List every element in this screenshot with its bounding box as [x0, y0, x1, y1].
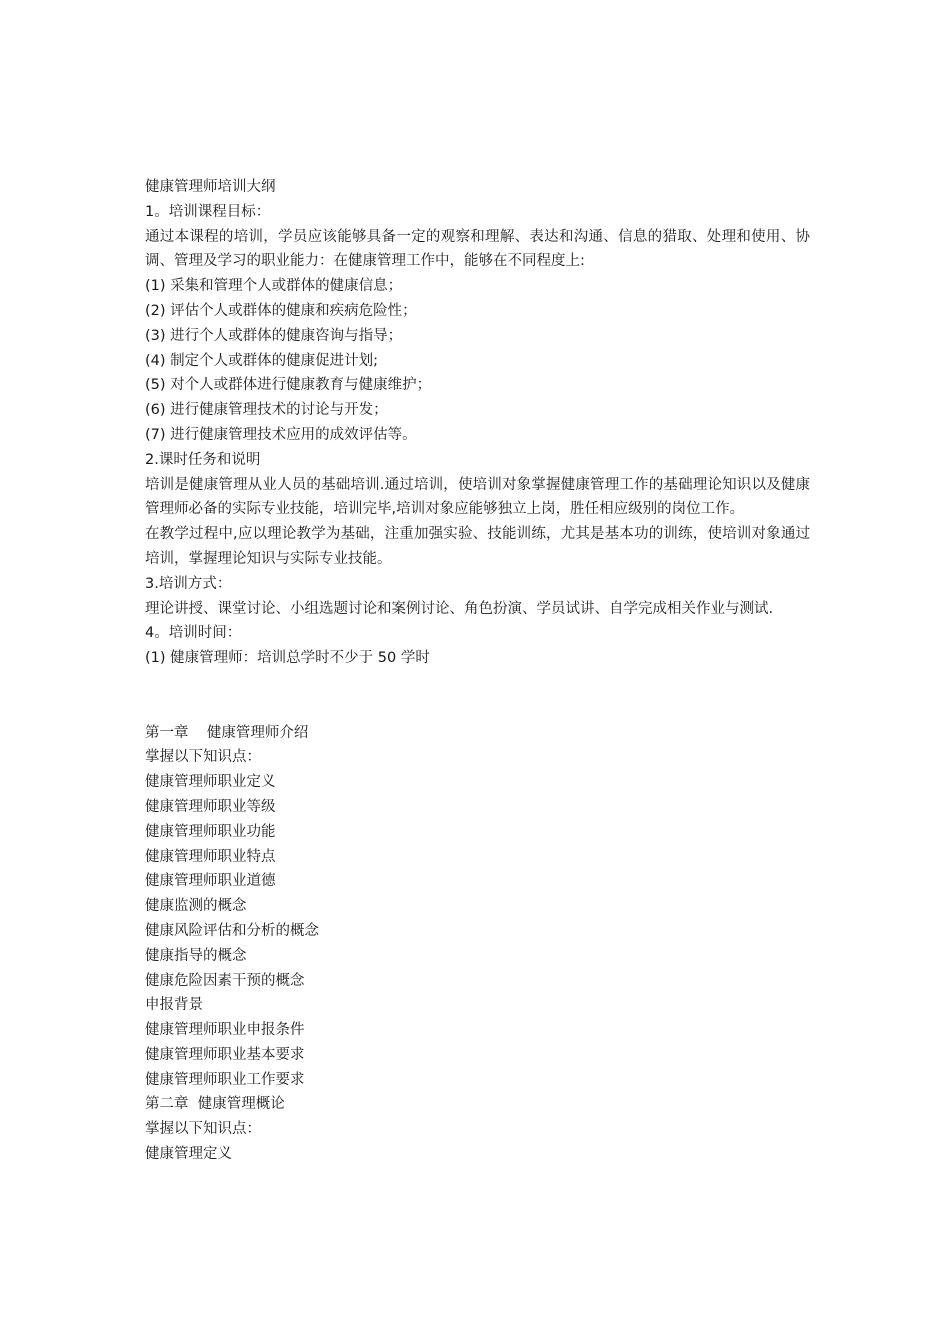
- section-spacer: [145, 671, 810, 721]
- document-title: 健康管理师培训大纲: [145, 179, 276, 195]
- knowledge-point: 健康管理师职业等级: [145, 798, 276, 815]
- document-body: [145, 175, 810, 1167]
- section-heading-methods: 3.培训方式：: [145, 575, 232, 592]
- knowledge-point: 健康危险因素干预的概念: [145, 972, 305, 989]
- objective-item: (5) 对个人或群体进行健康教育与健康维护；: [145, 377, 432, 394]
- knowledge-point: 申报背景: [145, 997, 203, 1014]
- section-heading-duration: 4。培训时间：: [145, 625, 242, 642]
- chapter-heading: 第一章 健康管理师介绍: [145, 724, 309, 741]
- section-heading-tasks: 2.课时任务和说明: [145, 451, 261, 468]
- knowledge-point: 健康管理师职业定义: [145, 774, 276, 791]
- tasks-paragraph: 培训是健康管理从业人员的基础培训.通过培训，使培训对象掌握健康管理工作的基础理论知识以及健康管理师必备的实际专业技能，培训完毕,培训对象应能够独立上岗，胜任相应级别的岗位工作。: [145, 476, 810, 518]
- chapter-heading: 第二章 健康管理概论: [145, 1096, 285, 1113]
- knowledge-point: 健康风险评估和分析的概念: [145, 922, 319, 939]
- duration-item: (1) 健康管理师：培训总学时不少于 50 学时: [145, 650, 430, 667]
- chapter-subheading: 掌握以下知识点：: [145, 1121, 261, 1138]
- tasks-paragraph: 在教学过程中,应以理论教学为基础，注重加强实验、技能训练，尤其是基本功的训练，使培训对象通过培训，掌握理论知识与实际专业技能。: [145, 526, 810, 567]
- objectives-intro: 通过本课程的培训，学员应该能够具备一定的观察和理解、表达和沟通、信息的猎取、处理和使用、协调、管理及学习的职业能力：在健康管理工作中，能够在不同程度上:: [145, 228, 810, 270]
- objective-item: (6) 进行健康管理技术的讨论与开发；: [145, 402, 388, 419]
- knowledge-point: 健康指导的概念: [145, 947, 247, 964]
- objective-item: (3) 进行个人或群体的健康咨询与指导；: [145, 327, 403, 344]
- knowledge-point: 健康管理定义: [145, 1146, 232, 1163]
- knowledge-point: 健康管理师职业特点: [145, 848, 276, 865]
- objective-item: (4) 制定个人或群体的健康促进计划;: [145, 352, 379, 369]
- objective-item: (1) 采集和管理个人或群体的健康信息；: [145, 278, 403, 295]
- objective-item: (7) 进行健康管理技术应用的成效评估等。: [145, 426, 417, 443]
- section-heading-objectives: 1。培训课程目标：: [145, 203, 271, 220]
- knowledge-point: 健康管理师职业道德: [145, 873, 276, 890]
- chapter-subheading: 掌握以下知识点：: [145, 749, 261, 766]
- knowledge-point: 健康管理师职业功能: [145, 823, 276, 840]
- knowledge-point: 健康管理师职业工作要求: [145, 1071, 305, 1088]
- knowledge-point: 健康监测的概念: [145, 898, 247, 915]
- methods-paragraph: 理论讲授、课堂讨论、小组选题讨论和案例讨论、角色扮演、学员试讲、自学完成相关作业与测试.: [145, 600, 774, 617]
- knowledge-point: 健康管理师职业基本要求: [145, 1046, 305, 1063]
- objective-item: (2) 评估个人或群体的健康和疾病危险性；: [145, 302, 417, 319]
- knowledge-point: 健康管理师职业申报条件: [145, 1022, 305, 1039]
